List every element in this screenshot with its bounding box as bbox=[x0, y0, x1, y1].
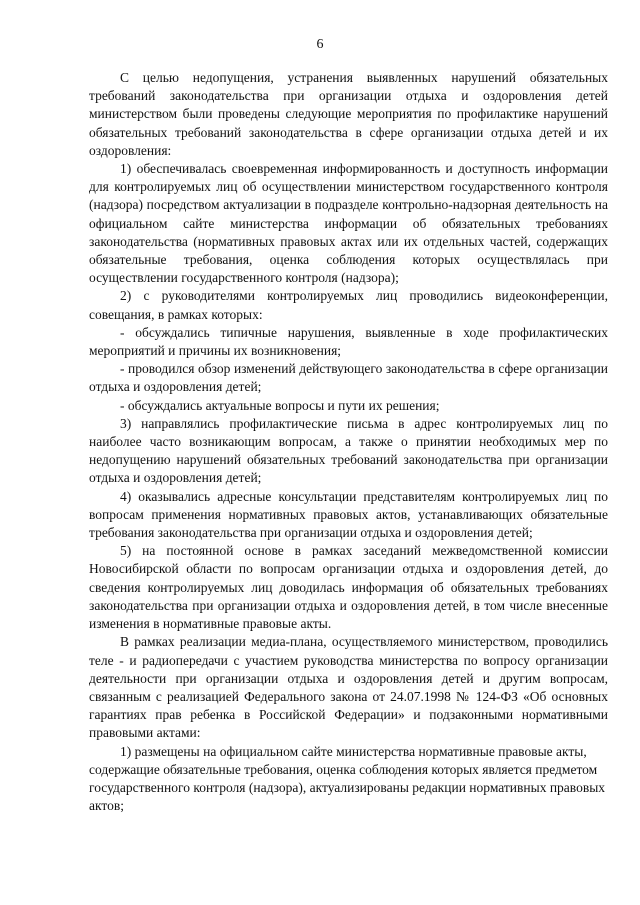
paragraph-item-4: 4) оказывались адресные консультации представителям контролируемых лиц по вопросам применения нормативных правовых актов, устанавливающих обязательные требования законодательства при организации отдыха и оздоровления детей; bbox=[89, 488, 608, 541]
paragraph-item-1: 1) обеспечивалась своевременная информированность и доступность информации для контролируемых лиц об осуществлении министерством государственного контроля (надзора) посредством актуализации в подразделе контрольно-надзорная деятельность на официальном сайте министерства информации об обязательных требованиях законодательства (нормативных правовых актах или их отдельных частей, содержащих обязательные требования, оценка соблюдения которых осуществлялась при осуществлении государственного контроля (надзора); bbox=[89, 161, 608, 286]
page-number: 6 bbox=[316, 37, 324, 52]
paragraph-intro: С целью недопущения, устранения выявленных нарушений обязательных требований законодательства при организации отдыха и оздоровления детей министерством были проведены следующие мероприятия по профилактике нарушений обязательных требований законодательства в сфере организации отдыха детей и их оздоровления: bbox=[89, 70, 608, 158]
paragraph-bullet-3: - обсуждались актуальные вопросы и пути их решения; bbox=[120, 397, 440, 413]
paragraph-media-item-1: 1) размещены на официальном сайте министерства нормативные правовые акты, содержащие обязательные требования, оценка соблюдения которых является предметом государственного контроля (надзора), актуализированы редакции нормативных правовых актов; bbox=[89, 743, 606, 814]
document-body bbox=[89, 69, 608, 815]
paragraph-item-3: 3) направлялись профилактические письма в адрес контролируемых лиц по наиболее часто возникающим вопросам, а также о принятии необходимых мер по недопущению нарушений обязательных требований законодательства при организации отдыха и оздоровления детей; bbox=[89, 415, 608, 486]
paragraph-media-plan: В рамках реализации медиа-плана, осуществляемого министерством, проводились теле - и радиопередачи с участием руководства министерства по вопросу организации деятельности при организации отдыха и оздоровления детей и другим вопросам, связанным с реализацией Федерального закона от 24.07.1998 № 124-ФЗ «Об основных гарантиях прав ребенка в Российской Федерации» и подзаконными нормативными правовыми актами: bbox=[89, 634, 608, 741]
paragraph-bullet-1: - обсуждались типичные нарушения, выявленные в ходе профилактических мероприятий и причины их возникновения; bbox=[89, 324, 608, 359]
paragraph-item-2: 2) с руководителями контролируемых лиц проводились видеоконференции, совещания, в рамках которых: bbox=[89, 288, 608, 322]
paragraph-item-5: 5) на постоянной основе в рамках заседаний межведомственной комиссии Новосибирской области по вопросам организации отдыха и оздоровления детей, до сведения контролируемых лиц доводилась информация об обязательных требованиях законодательства при организации отдыха и оздоровления детей, в том числе внесенные изменения в нормативные правовые акты. bbox=[89, 543, 608, 632]
paragraph-bullet-2: - проводился обзор изменений действующего законодательства в сфере организации отдыха и оздоровления детей; bbox=[89, 361, 608, 395]
